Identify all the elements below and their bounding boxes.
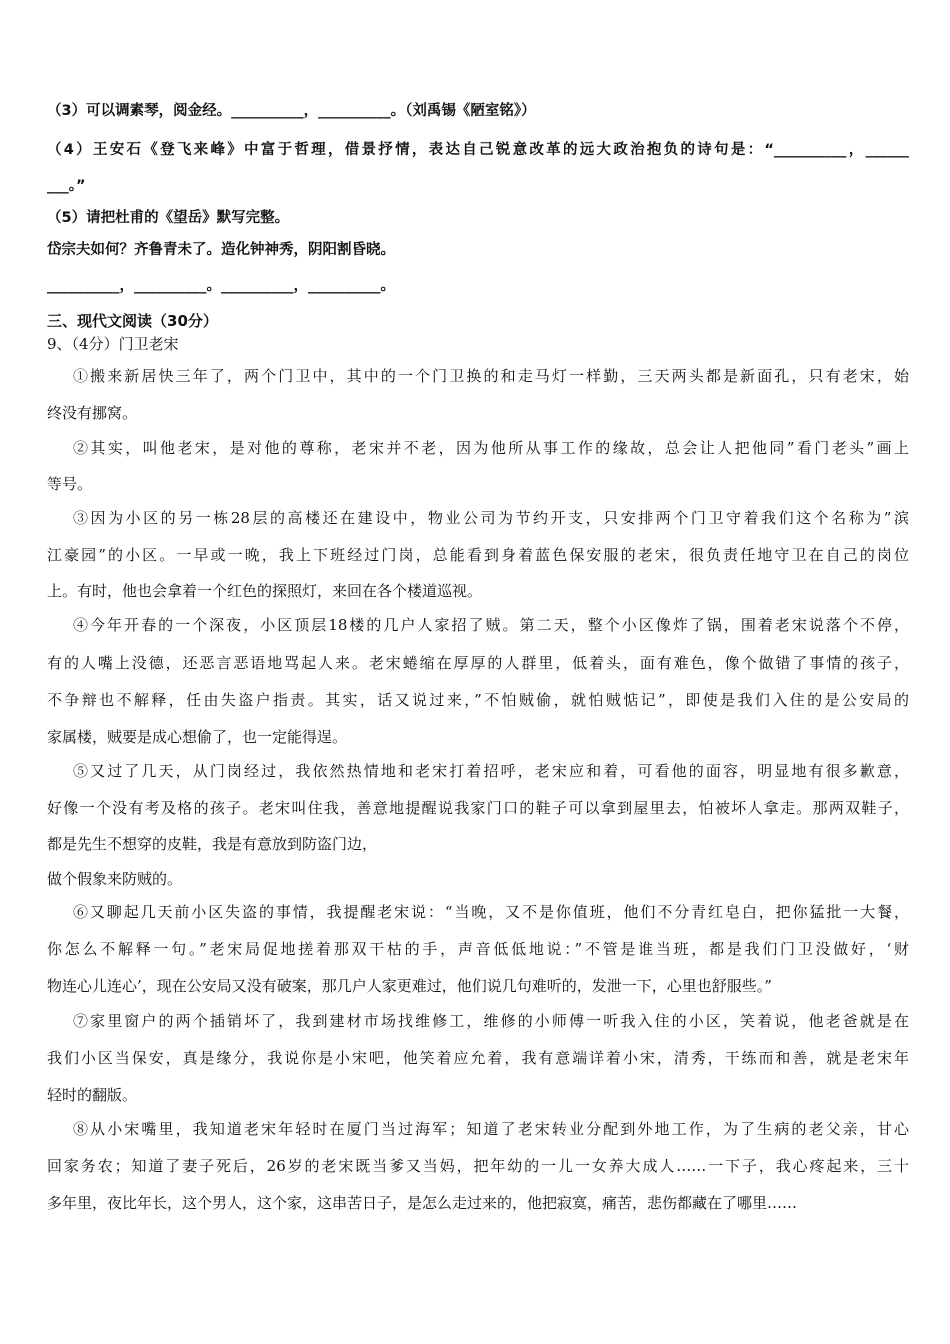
paragraph-5-line-1: ⑤又过了几天，从门岗经过，我依然热情地和老宋打着招呼，老宋应和着，可看他的面容，明显地有很多歉意，: [73, 762, 909, 780]
paragraph-2-line-2: 等号。: [47, 475, 93, 493]
paragraph-5-line-2: 好像一个没有考及格的孩子。老宋叫住我，善意地提醒说我家门口的鞋子可以拿到屋里去，怕被坏人拿走。那两双鞋子，: [47, 799, 909, 817]
paragraph-3-line-2: 江豪园”的小区。一早或一晚，我上下班经过门岗，总能看到身着蓝色保安服的老宋，很负责任地守卫在自己的岗位: [47, 546, 909, 564]
paragraph-6-line-3: 物连心儿连心’，现在公安局又没有破案，那几户人家更难过，他们说几句难听的，发泄一下，心里也舒服些。”: [47, 977, 772, 995]
paragraph-4-line-2: 有的人嘴上没德，还恶言恶语地骂起人来。老宋蜷缩在厚厚的人群里，低着头，面有难色，像个做错了事情的孩子，: [47, 654, 909, 672]
paragraph-4-line-4: 家属楼，贼要是成心想偷了，也一定能得逞。: [47, 728, 348, 746]
paragraph-3-line-1: ③因为小区的另一栋28层的高楼还在建设中，物业公司为节约开支，只安排两个门卫守着我们这个名称为”滨: [73, 509, 909, 527]
paragraph-6-line-1: ⑥又聊起几天前小区失盗的事情，我提醒老宋说：“当晚，又不是你值班，他们不分青红皂白，把你猛批一大餐，: [73, 903, 909, 921]
paragraph-3-line-3: 上。有时，他也会拿着一个红色的探照灯，来回在各个楼道巡视。: [47, 582, 483, 600]
paragraph-1-line-2: 终没有挪窝。: [47, 404, 138, 422]
paragraph-5-line-3: 都是先生不想穿的皮鞋，我是有意放到防盗门边，: [47, 835, 378, 853]
paragraph-8-line-1: ⑧从小宋嘴里，我知道老宋年轻时在厦门当过海军；知道了老宋转业分配到外地工作，为了生病的老父亲，甘心: [73, 1120, 909, 1138]
paragraph-8-line-3: 多年里，夜比年长，这个男人，这个家，这串苦日子，是怎么走过来的，他把寂寞，痛苦，悲伤都藏在了哪里……: [47, 1194, 798, 1212]
paragraph-6-line-2: 你怎么不解释一句。”老宋局促地搓着那双干枯的手，声音低低地说：”不管是谁当班，都是我们门卫没做好，‘财: [47, 940, 909, 958]
question-4-line-continued: ___。”: [47, 178, 86, 194]
wangyue-blank-lines: __________，__________。__________，__________。: [47, 278, 395, 294]
paragraph-8-line-2: 回家务农；知道了妻子死后，26岁的老宋既当爹又当妈，把年幼的一儿一女养大成人……一下子，我心疼起来，三十: [47, 1157, 909, 1175]
paragraph-4-line-1: ④今年开春的一个深夜，小区顶层18楼的几户人家招了贼。第二天，整个小区像炸了锅，围着老宋说落个不停，: [73, 616, 909, 634]
paragraph-5-line-4: 做个假象来防贼的。: [47, 870, 183, 888]
wangyue-given-lines: 岱宗夫如何？齐鲁青未了。造化钟神秀，阴阳割昏晓。: [47, 242, 395, 258]
paragraph-1-line-1: ①搬来新居快三年了，两个门卫中，其中的一个门卫换的和走马灯一样勤，三天两头都是新面孔，只有老宋，始: [73, 367, 909, 385]
paragraph-2-line-1: ②其实，叫他老宋，是对他的尊称，老宋并不老，因为他所从事工作的缘故，总会让人把他同”看门老头”画上: [73, 439, 909, 457]
question-9-title: 9、（4分）门卫老宋: [47, 335, 179, 353]
paragraph-7-line-3: 轻时的翻版。: [47, 1086, 138, 1104]
question-4-line: （4）王安石《登飞来峰》中富于哲理，借景抒情，表达自己锐意改革的远大政治抱负的诗句是：“__________，______: [47, 142, 909, 158]
paragraph-7-line-2: 我们小区当保安，真是缘分，我说你是小宋吧，他笑着应允着，我有意端详着小宋，清秀，干练而和善，就是老宋年: [47, 1049, 909, 1067]
section-three-heading: 三、现代文阅读（30分）: [47, 312, 218, 330]
paragraph-4-line-3: 不争辩也不解释，任由失盗户指责。其实，话又说过来，”不怕贼偷，就怕贼惦记”，即使是我们入住的是公安局的: [47, 691, 909, 709]
question-3-line: （3）可以调素琴，阅金经。__________，__________。（刘禹锡《陋室铭》）: [47, 103, 536, 119]
question-5-line: （5）请把杜甫的《望岳》默写完整。: [47, 210, 290, 226]
paragraph-7-line-1: ⑦家里窗户的两个插销坏了，我到建材市场找维修工，维修的小师傅一听我入住的小区，笑着说，他老爸就是在: [73, 1012, 909, 1030]
